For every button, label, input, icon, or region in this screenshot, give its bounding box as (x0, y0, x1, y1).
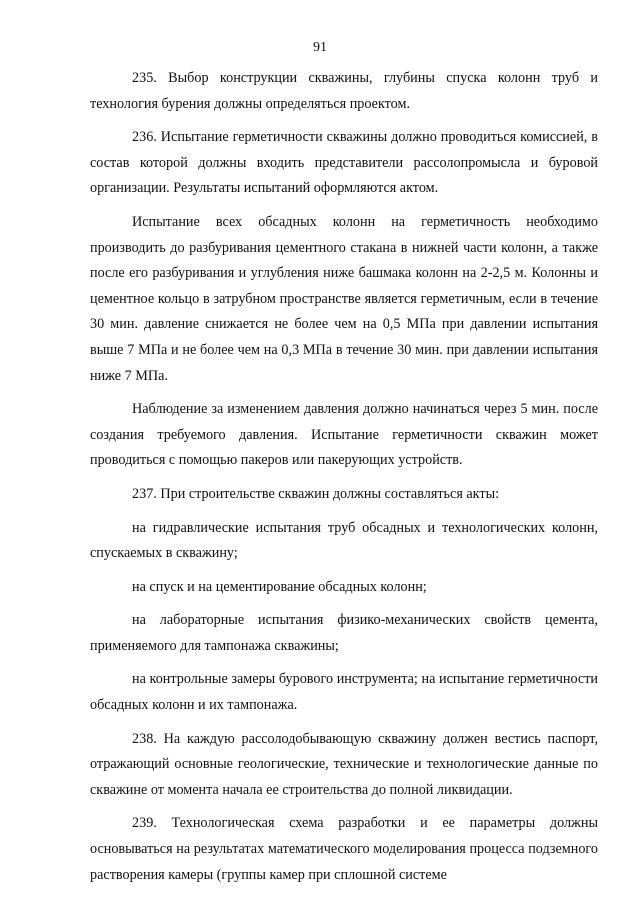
paragraph-237: 237. При строительстве скважин должны составляться акты: (132, 485, 500, 502)
paragraph-pressure-observation: Наблюдение за изменением давления должно начинаться через 5 мин. после создания требуемого давления. Испытание герметичности скважин может проводиться с помощью пакеров или пакерующих устройств. (90, 401, 598, 469)
list-item-control-measurements: на контрольные замеры бурового инструмента; на испытание герметичности обсадных колонн и их тампонажа. (90, 671, 598, 714)
paragraph-235: 235. Выбор конструкции скважины, глубины спуска колонн труб и технология бурения должны определяться проектом. (90, 70, 598, 112)
list-item-lab-tests: на лабораторные испытания физико-механических свойств цемента, применяемого для тампонажа скважины; (90, 612, 598, 654)
paragraph-238: 238. На каждую рассолодобывающую скважину должен вестись паспорт, отражающий основные геологические, технические и технологические данные по скважине от момента начала ее строительства до полной ликвидации. (90, 730, 598, 798)
page-number: 91 (313, 40, 327, 55)
list-item-casing-cementing: на спуск и на цементирование обсадных колонн; (132, 578, 427, 595)
list-item-hydraulic-tests: на гидравлические испытания труб обсадных и технологических колонн, спускаемых в скважину; (90, 519, 598, 562)
document-body (90, 66, 598, 896)
paragraph-236: 236. Испытание герметичности скважины должно проводиться комиссией, в состав которой должны входить представители рассолопромысла и буровой организации. Результаты испытаний оформляются актом. (90, 129, 598, 197)
paragraph-239: 239. Технологическая схема разработки и ее параметры должны основываться на результатах математического моделирования процесса подземного растворения камеры (группы камер при сплошной системе (90, 815, 598, 883)
paragraph-pressure-test: Испытание всех обсадных колонн на герметичность необходимо производить до разбуривания цементного стакана в нижней части колонн, а также после его разбуривания и углубления ниже башмака колонн на 2-2,5 м. Колонны и цементное кольцо в затрубном пространстве является герметичным, если в течение 30 мин. давление снижается не более чем на 0,5 МПа при давлении испытания выше 7 МПа и не более чем на 0,3 МПа в течение 30 мин. при давлении испытания ниже 7 МПа. (90, 213, 598, 384)
